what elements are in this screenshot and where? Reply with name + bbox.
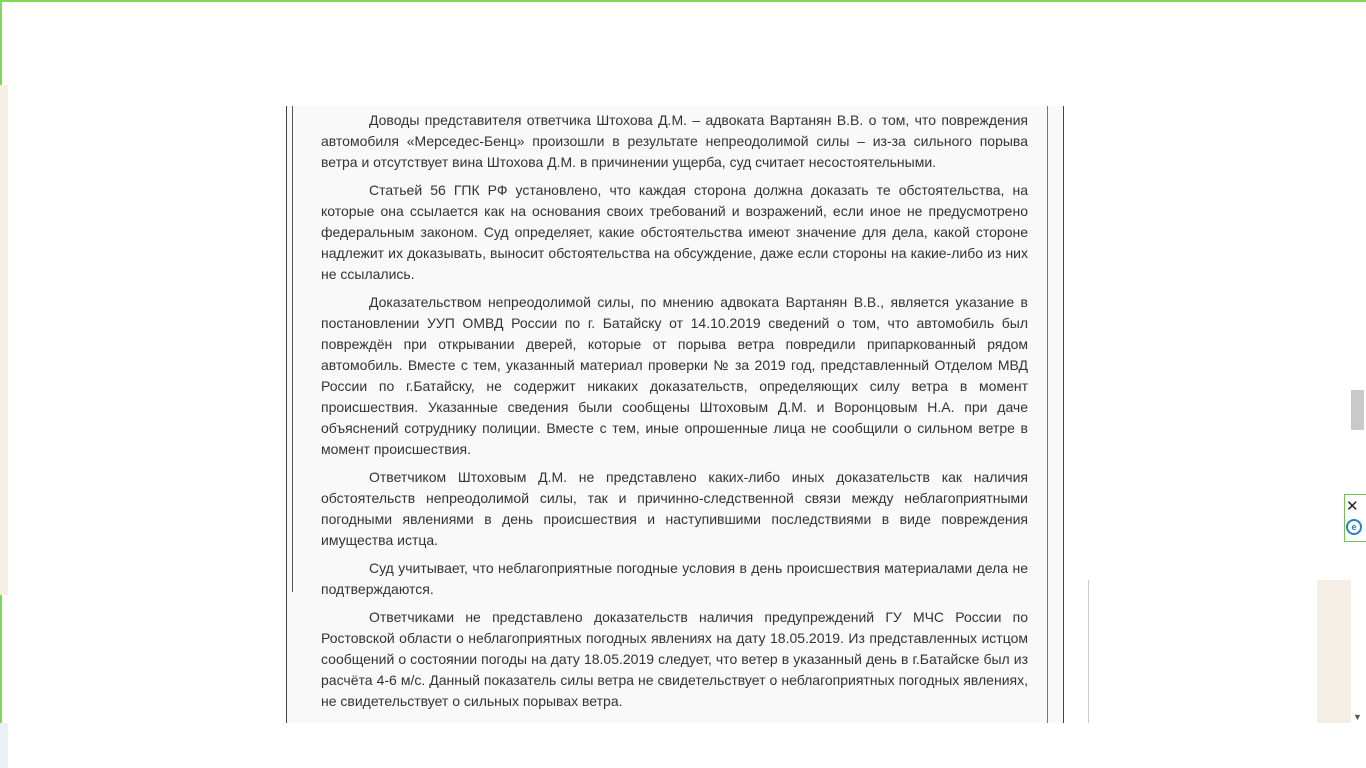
top-blank-area [8,3,1362,85]
right-tint-block [1317,580,1351,723]
paragraph: Ответчиком Штоховым Д.М. не представлено каких-либо иных доказательств как наличия обстоятельств непреодолимой силы, так и причинно-следственной связи между неблагоприятными погодными явлениями в день происшествия и наступившими последствиями в виде повреждения имущества истца. [321,469,1028,548]
scroll-down-arrow-icon[interactable]: ▼ [1353,712,1362,722]
outer-divider-rule [1088,580,1089,723]
left-margin-rule [292,106,293,592]
close-icon[interactable]: ✕ [1346,498,1359,515]
document-body [321,110,1028,719]
paragraph: Суд учитывает, что неблагоприятные погодные условия в день происшествия материалами дела не подтверждаются. [321,560,1028,597]
bottom-blank-area [0,723,1366,768]
right-margin-rule [1047,106,1048,723]
scrollbar-thumb[interactable] [1351,390,1364,430]
paragraph: Доказательством непреодолимой силы, по мнению адвоката Вартанян В.В., является указание в постановлении УУП ОМВД России по г. Батайску от 14.10.2019 сведений о том, что автомобиль был повреждён при открывании дверей, которые от порыва ветра повредили припаркованный рядом автомобиль. Вместе с тем, указанный материал проверки № за 2019 год, представленный Отделом МВД России по г.Батайску, не содержит никаких доказательств, определяющих силу ветра в момент происшествия. Указанные сведения были сообщены Штоховым Д.М. и Воронцовым Н.А. при даче объяснений сотруднику полиции. Вместе с тем, иные опрошенные лица не сообщили о сильном ветре в момент происшествия. [321,294,1028,457]
paragraph: Статьей 56 ГПК РФ установлено, что каждая сторона должна доказать те обстоятельства, на которые она ссылается как на основания своих требований и возражений, если иное не предусмотрено федеральным законом. Суд определяет, какие обстоятельства имеют значение для дела, какой стороне надлежит их доказывать, выносит обстоятельства на обсуждение, даже если стороны на какие-либо из них не ссылались. [321,182,1028,282]
widget-e-icon[interactable]: e [1346,519,1362,535]
left-tint-strip [0,85,8,595]
paragraph: Доводы представителя ответчика Штохова Д.М. – адвоката Вартанян В.В. о том, что повреждения автомобиля «Мерседес-Бенц» произошли в результате непреодолимой силы – из-за сильного порыва ветра и отсутствует вина Штохова Д.М. в причинении ущерба, суд считает несостоятельными. [321,112,1028,170]
paragraph: Ответчиками не представлено доказательств наличия предупреждений ГУ МЧС России по Ростовской области о неблагоприятных погодных явлениях на дату 18.05.2019. Из представленных истцом сообщений о состоянии погоды на дату 18.05.2019 следует, что ветер в указанный день в г.Батайске был из расчёта 4-6 м/с. Данный показатель силы ветра не свидетельствует о неблагоприятных погодных явлениях, не свидетельствует о сильных порывах ветра. [321,609,1028,709]
bottom-left-tint [0,723,8,768]
